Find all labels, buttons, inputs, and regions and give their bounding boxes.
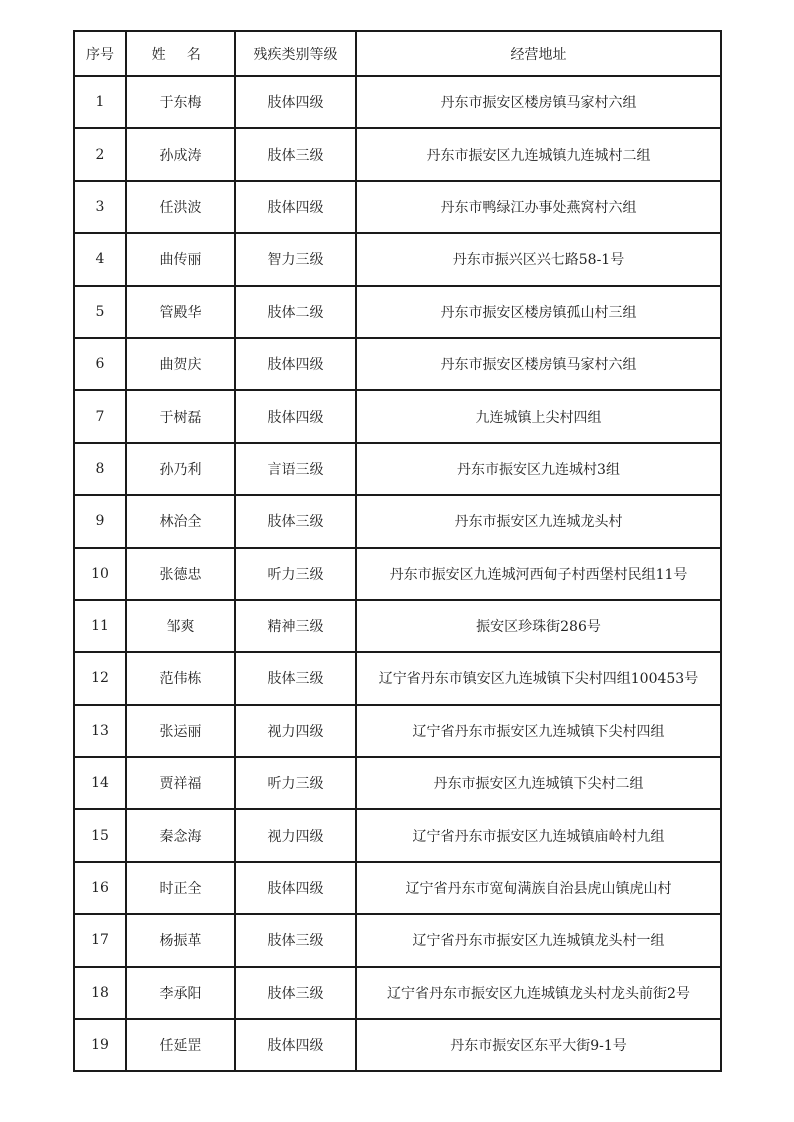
header-index: 序号: [74, 31, 126, 76]
table-row: [74, 862, 721, 914]
cell-name: 孙成涛: [126, 128, 235, 180]
cell-address: 辽宁省丹东市振安区九连城镇龙头村龙头前街2号: [356, 967, 721, 1019]
cell-address: 辽宁省丹东市宽甸满族自治县虎山镇虎山村: [356, 862, 721, 914]
cell-index: 10: [74, 548, 126, 600]
cell-address: 丹东市振安区楼房镇马家村六组: [356, 76, 721, 128]
cell-name: 于东梅: [126, 76, 235, 128]
cell-disability-level: 智力三级: [235, 233, 356, 285]
cell-disability-level: 肢体三级: [235, 914, 356, 966]
cell-disability-level: 肢体四级: [235, 181, 356, 233]
cell-name: 曲传丽: [126, 233, 235, 285]
table-row: [74, 967, 721, 1019]
cell-name: 李承阳: [126, 967, 235, 1019]
cell-index: 18: [74, 967, 126, 1019]
table-row: [74, 233, 721, 285]
cell-name: 贾祥福: [126, 757, 235, 809]
table-row: [74, 600, 721, 652]
cell-index: 13: [74, 705, 126, 757]
table-row: [74, 443, 721, 495]
cell-name: 于树磊: [126, 390, 235, 442]
table-row: [74, 914, 721, 966]
cell-name: 张德忠: [126, 548, 235, 600]
cell-disability-level: 肢体四级: [235, 338, 356, 390]
cell-disability-level: 精神三级: [235, 600, 356, 652]
header-disability-level: 残疾类别等级: [235, 31, 356, 76]
cell-index: 14: [74, 757, 126, 809]
cell-address: 丹东市振安区九连城龙头村: [356, 495, 721, 547]
cell-index: 11: [74, 600, 126, 652]
table-row: [74, 809, 721, 861]
cell-name: 孙乃利: [126, 443, 235, 495]
cell-disability-level: 视力四级: [235, 809, 356, 861]
cell-index: 1: [74, 76, 126, 128]
cell-disability-level: 肢体三级: [235, 128, 356, 180]
cell-address: 丹东市振安区九连城河西甸子村西堡村民组11号: [356, 548, 721, 600]
cell-address: 振安区珍珠街286号: [356, 600, 721, 652]
cell-address: 丹东市振安区九连城镇下尖村二组: [356, 757, 721, 809]
cell-index: 3: [74, 181, 126, 233]
cell-index: 9: [74, 495, 126, 547]
cell-address: 丹东市振兴区兴七路58-1号: [356, 233, 721, 285]
table-row: [74, 1019, 721, 1071]
cell-address: 辽宁省丹东市振安区九连城镇庙岭村九组: [356, 809, 721, 861]
cell-address: 丹东市振安区九连城村3组: [356, 443, 721, 495]
table-row: [74, 338, 721, 390]
table-row: [74, 548, 721, 600]
cell-index: 16: [74, 862, 126, 914]
cell-name: 范伟栋: [126, 652, 235, 704]
disability-business-table: [73, 30, 722, 1072]
cell-name: 邹爽: [126, 600, 235, 652]
cell-disability-level: 肢体二级: [235, 286, 356, 338]
cell-disability-level: 肢体四级: [235, 390, 356, 442]
cell-address: 辽宁省丹东市振安区九连城镇龙头村一组: [356, 914, 721, 966]
cell-index: 17: [74, 914, 126, 966]
cell-disability-level: 听力三级: [235, 757, 356, 809]
cell-index: 7: [74, 390, 126, 442]
table-row: [74, 390, 721, 442]
cell-address: 丹东市振安区东平大街9-1号: [356, 1019, 721, 1071]
cell-disability-level: 肢体三级: [235, 495, 356, 547]
cell-name: 杨振革: [126, 914, 235, 966]
cell-index: 8: [74, 443, 126, 495]
cell-disability-level: 言语三级: [235, 443, 356, 495]
table-row: [74, 495, 721, 547]
cell-name: 林治全: [126, 495, 235, 547]
cell-name: 曲贺庆: [126, 338, 235, 390]
cell-name: 管殿华: [126, 286, 235, 338]
cell-name: 任延罡: [126, 1019, 235, 1071]
table-row: [74, 705, 721, 757]
cell-index: 15: [74, 809, 126, 861]
cell-address: 丹东市鸭绿江办事处燕窝村六组: [356, 181, 721, 233]
cell-name: 时正全: [126, 862, 235, 914]
header-address: 经营地址: [356, 31, 721, 76]
header-row: [74, 31, 721, 76]
table-row: [74, 286, 721, 338]
table-header: [74, 31, 721, 76]
cell-address: 丹东市振安区楼房镇马家村六组: [356, 338, 721, 390]
table-row: [74, 652, 721, 704]
cell-disability-level: 肢体四级: [235, 862, 356, 914]
header-name: 姓 名: [126, 31, 235, 76]
cell-disability-level: 肢体四级: [235, 1019, 356, 1071]
table-row: [74, 76, 721, 128]
cell-address: 九连城镇上尖村四组: [356, 390, 721, 442]
cell-disability-level: 肢体三级: [235, 967, 356, 1019]
cell-index: 5: [74, 286, 126, 338]
cell-name: 张运丽: [126, 705, 235, 757]
cell-index: 2: [74, 128, 126, 180]
table-row: [74, 757, 721, 809]
cell-disability-level: 听力三级: [235, 548, 356, 600]
cell-index: 4: [74, 233, 126, 285]
cell-name: 任洪波: [126, 181, 235, 233]
cell-address: 辽宁省丹东市镇安区九连城镇下尖村四组100453号: [356, 652, 721, 704]
cell-address: 辽宁省丹东市振安区九连城镇下尖村四组: [356, 705, 721, 757]
cell-index: 6: [74, 338, 126, 390]
table-row: [74, 181, 721, 233]
cell-disability-level: 肢体三级: [235, 652, 356, 704]
table-row: [74, 128, 721, 180]
cell-index: 19: [74, 1019, 126, 1071]
cell-address: 丹东市振安区九连城镇九连城村二组: [356, 128, 721, 180]
table-body: [74, 76, 721, 1071]
cell-disability-level: 视力四级: [235, 705, 356, 757]
cell-name: 秦念海: [126, 809, 235, 861]
cell-address: 丹东市振安区楼房镇孤山村三组: [356, 286, 721, 338]
cell-index: 12: [74, 652, 126, 704]
cell-disability-level: 肢体四级: [235, 76, 356, 128]
